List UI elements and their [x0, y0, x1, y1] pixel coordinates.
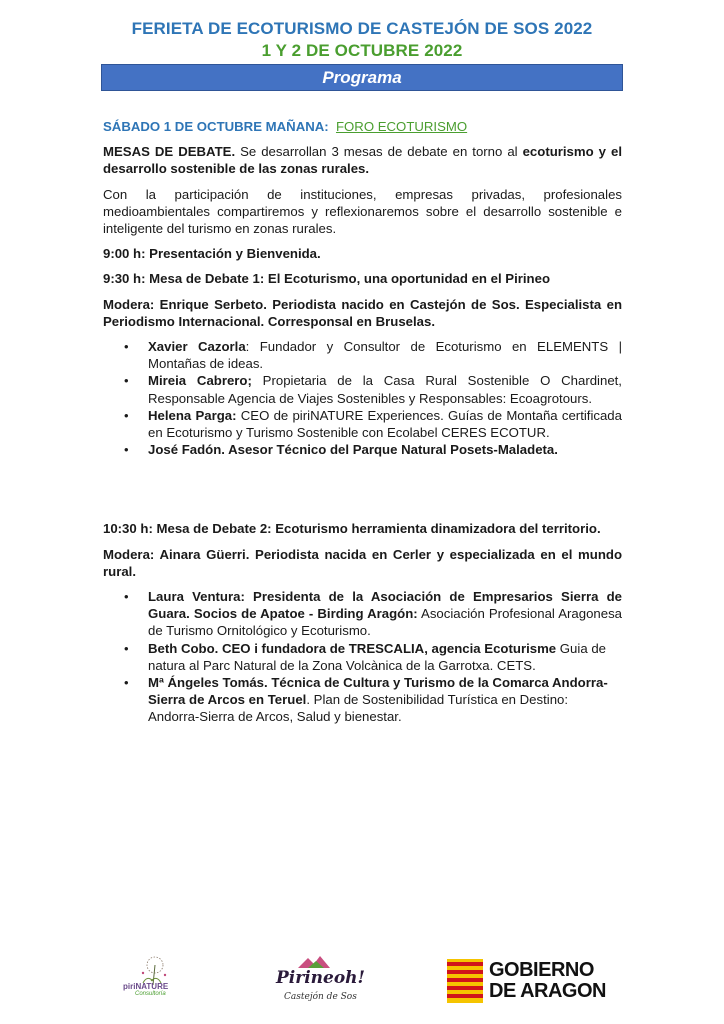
section-heading-link[interactable]: FORO ECOTURISMO [335, 119, 468, 134]
panelist-name: Laura Ventura: Presidenta de la Asociación de Empresarios Sierra de Guara. Socios de Apatoe - Birding Aragón: [148, 589, 622, 622]
list-item [103, 372, 622, 406]
panelist-name: Xavier Cazorla [148, 339, 246, 355]
mesas-text: Se desarrollan 3 mesas de debate en torno al [235, 144, 523, 160]
panelist-name: José Fadón. Asesor Técnico del Parque Natural Posets-Maladeta. [148, 442, 558, 458]
pirineoh-logo [268, 952, 365, 1008]
list-item [103, 407, 622, 441]
panelist-desc: . Plan de Sostenibilidad Turística en Destino: Andorra-Sierra de Arcos, Salud y bienestar. [148, 692, 569, 725]
mesas-topic: ecoturismo y el desarrollo sostenible de las zonas rurales. [103, 144, 622, 177]
event-dates: 1 Y 2 DE OCTUBRE 2022 [261, 41, 463, 60]
gobierno-logo-line1: GOBIERNO [489, 959, 594, 981]
panelist-desc: Propietaria de la Casa Rural Sostenible O Chardinet, Responsable Agencia de Viajes Sostenibles y Responsables: Ecoagrotours. [148, 373, 622, 406]
panelist-desc: CEO de piriNATURE Experiences. Guías de Montaña certificada en Ecoturismo y Turismo Sostenible con Ecolabel CERES ECOTUR. [148, 407, 622, 441]
schedule-item-debate-2: 10:30 h: Mesa de Debate 2: Ecoturismo herramienta dinamizadora del territorio. [103, 521, 601, 537]
list-item [103, 674, 622, 726]
schedule-item-debate-1: 9:30 h: Mesa de Debate 1: El Ecoturismo, una oportunidad en el Pirineo [103, 271, 550, 287]
panelist-desc: Guia de natura al Parc Natural de la Zona Volcànica de la Garrotxa. CETS. [148, 640, 606, 673]
mesas-intro [103, 143, 622, 177]
gobierno-aragon-logo [447, 958, 613, 1004]
schedule-item-presentation: 9:00 h: Presentación y Bienvenida. [103, 246, 321, 262]
pirinature-logo [113, 953, 193, 1001]
section-heading [103, 118, 622, 135]
aragon-flag-icon [447, 959, 483, 1003]
list-item [103, 640, 622, 674]
panel-2-list [103, 588, 622, 726]
gobierno-logo-line2: DE ARAGON [489, 980, 606, 1002]
list-item [103, 588, 622, 640]
panelist-name: Mª Ángeles Tomás. Técnica de Cultura y Turismo de la Comarca Andorra-Sierra de Arcos en Teruel [148, 675, 608, 708]
panelist-desc: Asociación Profesional Aragonesa de Turismo Ornitológico y Ecoturismo. [148, 606, 622, 639]
panelist-name: Mireia Cabrero; [148, 373, 252, 389]
section-spacer [103, 466, 622, 520]
moderator-debate-1: Modera: Enrique Serbeto. Periodista nacido en Castejón de Sos. Especialista en Periodismo Internacional. Corresponsal en Bruselas. [103, 296, 622, 329]
mesas-label: MESAS DE DEBATE. [103, 144, 236, 160]
pirineoh-logo-text: Pirineoh! [276, 968, 365, 988]
event-title: FERIETA DE ECOTURISMO DE CASTEJÓN DE SOS 2022 [131, 19, 593, 38]
moderator-debate-2: Modera: Ainara Güerri. Periodista nacida en Cerler y especializada en el mundo rural. [103, 546, 622, 579]
pirineoh-logo-sub: Castejón de Sos [284, 992, 357, 1002]
list-item [103, 338, 622, 372]
program-banner [101, 64, 623, 91]
panelist-desc: : Fundador y Consultor de Ecoturismo en ELEMENTS | Montañas de ideas. [148, 339, 622, 372]
participation-text: Con la participación de instituciones, empresas privadas, profesionales medioambientales compartiremos y reflexionaremos sobre el desarrollo sostenible e inteligente del turismo en zonas rurales. [103, 186, 622, 237]
panelist-name: Helena Parga: [148, 407, 237, 423]
program-body [103, 118, 622, 734]
panelist-name: Beth Cobo. CEO i fundadora de TRESCALIA, agencia Ecoturisme [148, 640, 557, 656]
list-item [103, 441, 622, 458]
pirinature-logo-text: piriNATURE [123, 982, 169, 991]
panel-1-list [103, 338, 622, 458]
pirinature-logo-sub: Consultoría [135, 991, 166, 997]
section-heading-text: SÁBADO 1 DE OCTUBRE MAÑANA: [103, 119, 329, 134]
program-banner-label: Programa [322, 67, 402, 87]
